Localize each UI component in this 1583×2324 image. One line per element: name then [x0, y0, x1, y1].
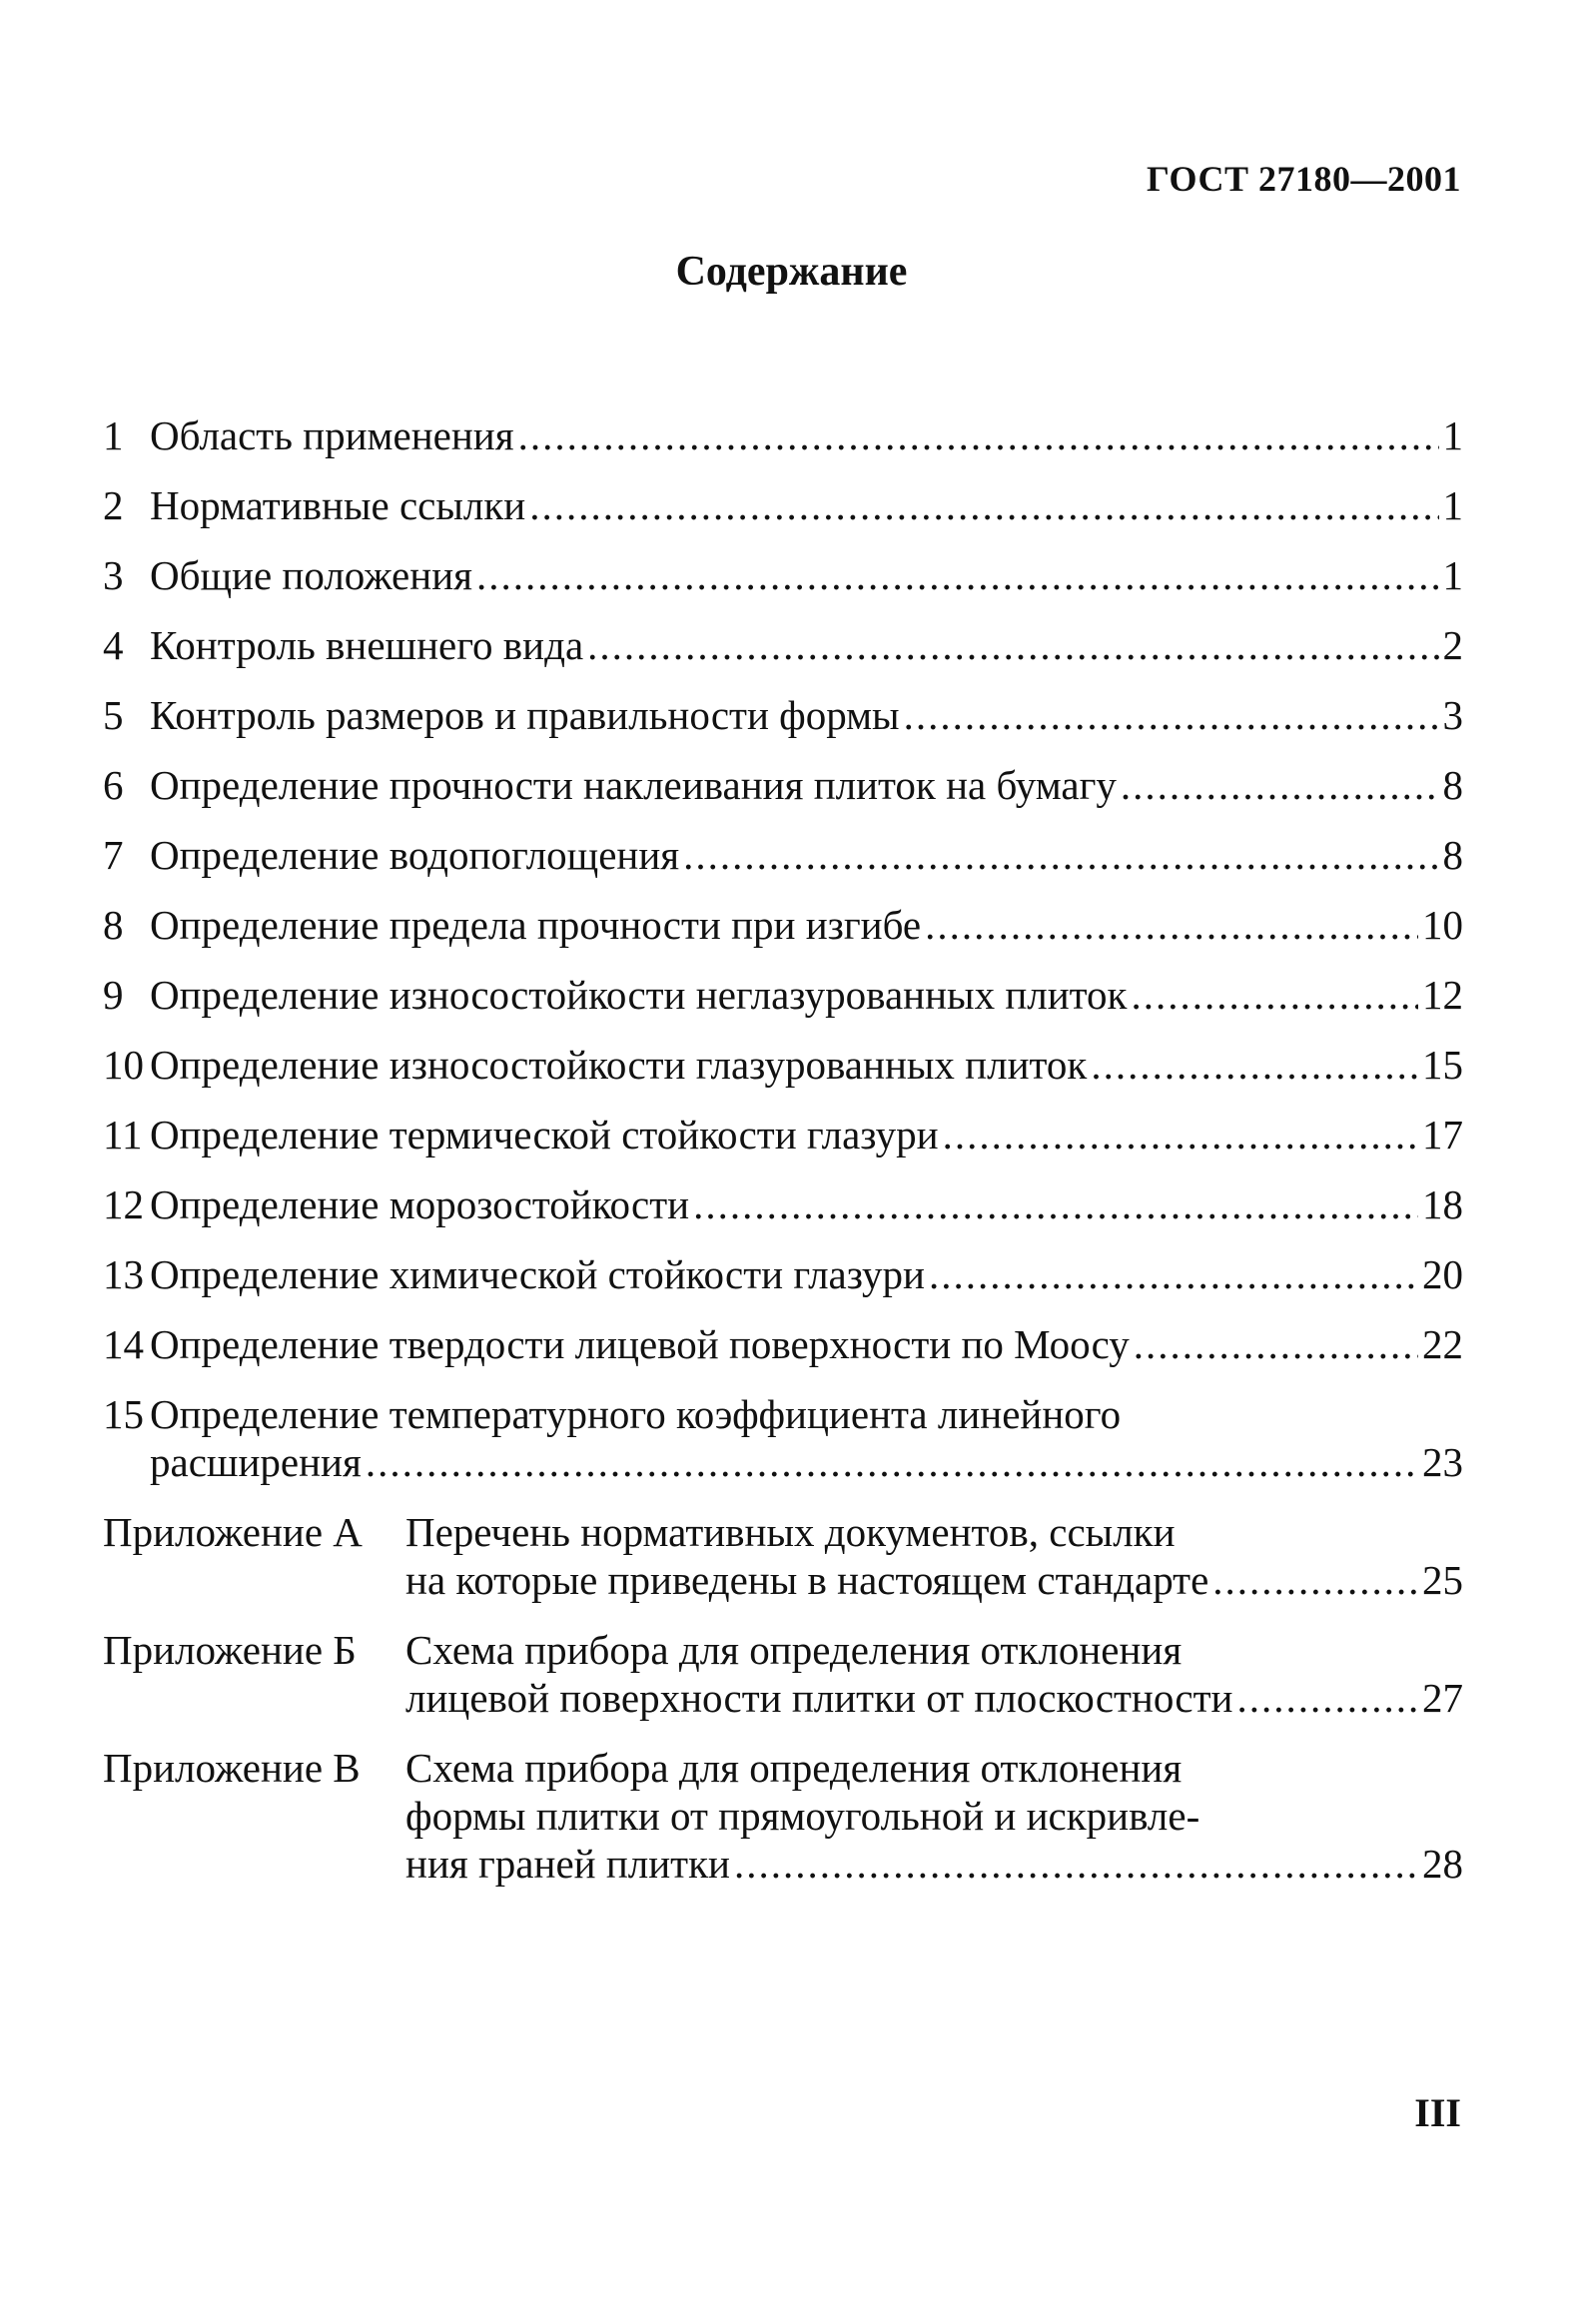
- toc-appendix-label: Приложение А: [103, 1509, 363, 1555]
- toc-entry-line: [150, 551, 1463, 599]
- dot-leader: [366, 1438, 1418, 1486]
- toc-entry-text: Контроль внешнего вида: [150, 622, 584, 668]
- toc-appendix-entry[interactable]: [103, 1744, 1463, 1888]
- toc-section-number: 14: [103, 1321, 144, 1367]
- toc-entry-line: [150, 901, 1463, 949]
- toc-entry-text: Определение износостойкости глазурованных плиток: [150, 1042, 1088, 1088]
- document-code: ГОСТ 27180—2001: [1147, 159, 1461, 199]
- toc-entry-text: Определение прочности наклеивания плиток на бумагу: [150, 762, 1117, 808]
- toc-section-entry[interactable]: [103, 971, 1463, 1019]
- toc-entry-page: 23: [1422, 1439, 1463, 1485]
- dot-leader: [929, 1250, 1418, 1298]
- toc-entry-page: 18: [1422, 1181, 1463, 1227]
- toc-appendix-label: Приложение Б: [103, 1627, 357, 1673]
- toc-section-entry[interactable]: [103, 1250, 1463, 1298]
- toc-section-entry[interactable]: [103, 831, 1463, 879]
- toc-entry-page: 10: [1422, 902, 1463, 948]
- toc-entry-body: [150, 691, 1463, 739]
- toc-entry-line: [150, 831, 1463, 879]
- toc-entry-text: на которые приведены в настоящем стандарте: [405, 1557, 1209, 1603]
- toc-entry-text: Определение морозостойкости: [150, 1181, 690, 1227]
- toc-appendix-entry[interactable]: [103, 1626, 1463, 1722]
- toc-entry-text: Нормативные ссылки: [150, 482, 526, 528]
- toc-entry-body: [150, 551, 1463, 599]
- toc-entry-text: Определение температурного коэффициента линейного: [150, 1391, 1122, 1437]
- toc-entry-page: 22: [1422, 1321, 1463, 1367]
- toc-entry-text: Определение твердости лицевой поверхности по Моосу: [150, 1321, 1130, 1367]
- toc-entry-body: [150, 831, 1463, 879]
- dot-leader: [1134, 1320, 1418, 1368]
- toc-entry-line: [150, 1180, 1463, 1228]
- dot-leader: [518, 411, 1439, 459]
- toc-entry-body: [150, 621, 1463, 669]
- dot-leader: [683, 831, 1438, 879]
- toc-entry-body: [405, 1626, 1463, 1722]
- toc-section-number: 6: [103, 762, 124, 808]
- toc-entry-text: Определение термической стойкости глазури: [150, 1112, 939, 1158]
- toc-entry-line: [150, 481, 1463, 529]
- toc-entry-text: Определение химической стойкости глазури: [150, 1251, 925, 1297]
- toc-entry-line: [150, 621, 1463, 669]
- toc-entry-line: [150, 1438, 1463, 1486]
- toc-entry-body: [150, 481, 1463, 529]
- toc-entry-body: [150, 1390, 1463, 1486]
- toc-section-entry[interactable]: [103, 1180, 1463, 1228]
- toc-section-number: 10: [103, 1042, 144, 1088]
- toc-entry-line: [150, 691, 1463, 739]
- toc-section-number: 2: [103, 482, 124, 528]
- toc-entry-page: 8: [1442, 762, 1463, 808]
- toc-section-entry[interactable]: [103, 411, 1463, 459]
- table-of-contents: [103, 411, 1463, 1910]
- toc-entry-line: [405, 1626, 1463, 1674]
- toc-section-entry[interactable]: [103, 1041, 1463, 1089]
- toc-section-number: 11: [103, 1112, 143, 1158]
- toc-entry-line: [150, 971, 1463, 1019]
- toc-entry-page: 12: [1422, 972, 1463, 1018]
- toc-section-entry[interactable]: [103, 1320, 1463, 1368]
- toc-entry-text: Перечень нормативных документов, ссылки: [405, 1509, 1176, 1555]
- toc-entry-line: [150, 1041, 1463, 1089]
- toc-section-entry[interactable]: [103, 691, 1463, 739]
- toc-section-number: 12: [103, 1181, 144, 1227]
- dot-leader: [943, 1111, 1418, 1159]
- toc-section-number: 7: [103, 832, 124, 878]
- toc-section-number: 4: [103, 622, 124, 668]
- dot-leader: [1212, 1556, 1418, 1604]
- dot-leader: [476, 551, 1439, 599]
- toc-entry-text: Контроль размеров и правильности формы: [150, 692, 900, 738]
- toc-section-entry[interactable]: [103, 621, 1463, 669]
- toc-section-entry[interactable]: [103, 901, 1463, 949]
- toc-entry-page: 1: [1442, 482, 1463, 528]
- toc-appendix-entry[interactable]: [103, 1508, 1463, 1604]
- dot-leader: [925, 901, 1418, 949]
- toc-entry-text: Схема прибора для определения отклонения: [405, 1627, 1183, 1673]
- toc-entry-line: [150, 411, 1463, 459]
- toc-entry-line: [150, 761, 1463, 809]
- toc-entry-body: [150, 1320, 1463, 1368]
- toc-entry-line: [150, 1320, 1463, 1368]
- toc-entry-page: 17: [1422, 1112, 1463, 1158]
- toc-entry-text: ния граней плитки: [405, 1841, 730, 1887]
- dot-leader: [1236, 1674, 1418, 1722]
- toc-entry-line: [405, 1840, 1463, 1888]
- toc-section-number: 3: [103, 552, 124, 598]
- toc-entry-body: [150, 761, 1463, 809]
- toc-entry-text: расширения: [150, 1439, 362, 1485]
- toc-entry-page: 15: [1422, 1042, 1463, 1088]
- toc-entry-text: лицевой поверхности плитки от плоскостности: [405, 1675, 1233, 1721]
- dot-leader: [734, 1840, 1418, 1888]
- toc-entry-body: [150, 1180, 1463, 1228]
- toc-entry-page: 20: [1422, 1251, 1463, 1297]
- toc-section-entry[interactable]: [103, 551, 1463, 599]
- toc-section-entry[interactable]: [103, 1390, 1463, 1486]
- toc-entry-text: формы плитки от прямоугольной и искривле-: [405, 1793, 1200, 1839]
- toc-entry-body: [150, 1041, 1463, 1089]
- toc-section-number: 13: [103, 1251, 144, 1297]
- toc-entry-line: [405, 1674, 1463, 1722]
- toc-section-number: 5: [103, 692, 124, 738]
- toc-entry-text: Общие положения: [150, 552, 472, 598]
- toc-entry-line: [405, 1792, 1463, 1840]
- toc-entry-line: [405, 1508, 1463, 1556]
- toc-entry-text: Определение износостойкости неглазурованных плиток: [150, 972, 1128, 1018]
- toc-entry-line: [150, 1250, 1463, 1298]
- toc-entry-body: [150, 1250, 1463, 1298]
- toc-entry-page: 27: [1422, 1675, 1463, 1721]
- toc-entry-page: 2: [1442, 622, 1463, 668]
- toc-section-entry[interactable]: [103, 1111, 1463, 1159]
- toc-appendix-label: Приложение В: [103, 1745, 361, 1791]
- toc-section-number: 8: [103, 902, 124, 948]
- toc-entry-body: [405, 1508, 1463, 1604]
- toc-section-number: 9: [103, 972, 124, 1018]
- toc-entry-text: Определение водопоглощения: [150, 832, 680, 878]
- toc-entry-page: 25: [1422, 1557, 1463, 1603]
- dot-leader: [587, 621, 1438, 669]
- toc-entry-text: Определение предела прочности при изгибе: [150, 902, 922, 948]
- toc-section-number: 1: [103, 412, 124, 458]
- toc-entry-line: [405, 1556, 1463, 1604]
- dot-leader: [904, 691, 1439, 739]
- toc-section-entry[interactable]: [103, 481, 1463, 529]
- toc-entry-page: 1: [1442, 412, 1463, 458]
- toc-entry-body: [150, 411, 1463, 459]
- toc-entry-line: [150, 1111, 1463, 1159]
- toc-entry-line: [405, 1744, 1463, 1792]
- toc-entry-body: [150, 1111, 1463, 1159]
- toc-entry-body: [150, 901, 1463, 949]
- toc-entry-page: 3: [1442, 692, 1463, 738]
- dot-leader: [1091, 1041, 1418, 1089]
- dot-leader: [529, 481, 1438, 529]
- toc-entry-body: [405, 1744, 1463, 1888]
- toc-title: Содержание: [675, 249, 908, 295]
- toc-entry-page: 8: [1442, 832, 1463, 878]
- toc-entry-text: Схема прибора для определения отклонения: [405, 1745, 1183, 1791]
- page-number: III: [1414, 2090, 1461, 2135]
- toc-section-number: 15: [103, 1391, 144, 1437]
- dot-leader: [693, 1180, 1418, 1228]
- toc-section-entry[interactable]: [103, 761, 1463, 809]
- toc-entry-body: [150, 971, 1463, 1019]
- toc-entry-line: [150, 1390, 1463, 1438]
- toc-entry-page: 1: [1442, 552, 1463, 598]
- dot-leader: [1131, 971, 1418, 1019]
- toc-entry-text: Область применения: [150, 412, 514, 458]
- toc-entry-page: 28: [1422, 1841, 1463, 1887]
- dot-leader: [1121, 761, 1439, 809]
